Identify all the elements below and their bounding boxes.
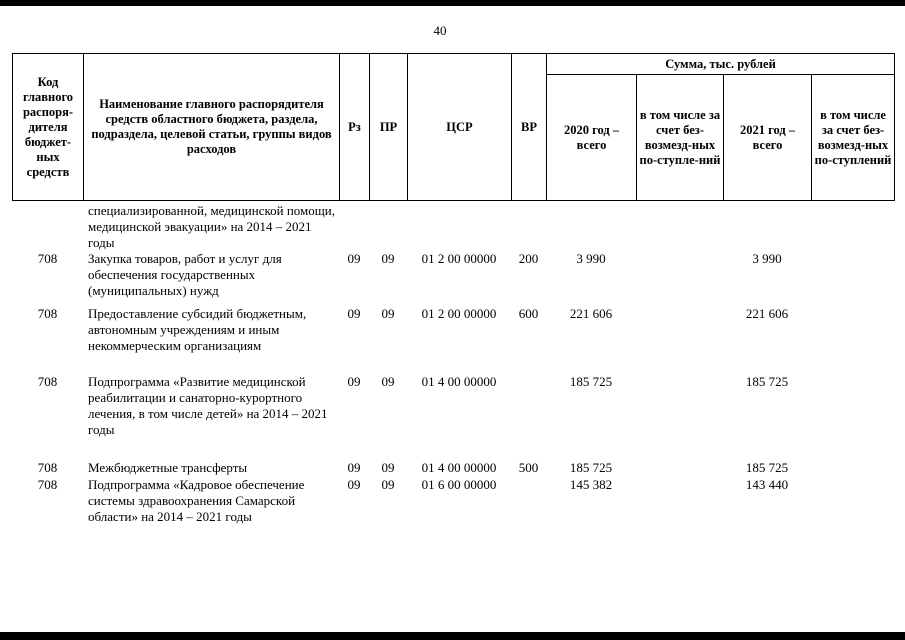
table-body (12, 203, 884, 545)
cell-vr (511, 203, 546, 251)
cell-2021-total: 3 990 (752, 251, 782, 266)
header-vr: ВР (512, 54, 547, 201)
cell-2021-grants (811, 203, 894, 251)
cell-name: Подпрограмма «Кадровое обеспечение системы здравоохранения Самарской области» на 2014 – 2021 годы (88, 477, 305, 524)
table-row (12, 477, 884, 545)
cell-code: 708 (37, 306, 58, 321)
cell-vr (511, 374, 546, 460)
cell-csr: 01 2 00 00000 (421, 306, 497, 321)
cell-vr (511, 477, 546, 545)
cell-name: специализированной, медицинской помощи, медицинской эвакуации» на 2014 – 2021 годы (88, 203, 335, 250)
header-csr: ЦСР (408, 54, 512, 201)
table-row (12, 374, 884, 460)
cell-2020-grants (636, 203, 723, 251)
cell-2021-total: 185 725 (745, 460, 789, 475)
table-row (12, 203, 884, 251)
cell-rz: 09 (347, 477, 361, 492)
cell-csr: 01 4 00 00000 (421, 374, 497, 389)
header-2021-total: 2021 год – всего (724, 75, 812, 201)
cell-2020-total: 3 990 (576, 251, 606, 266)
cell-2021-total: 221 606 (745, 306, 789, 321)
cell-pr: 09 (381, 251, 395, 266)
cell-rz: 09 (347, 374, 361, 389)
cell-code (12, 203, 83, 251)
cell-pr (369, 203, 407, 251)
cell-2020-grants (636, 306, 723, 374)
header-sum: Сумма, тыс. рублей (547, 54, 895, 75)
cell-rz: 09 (347, 306, 361, 321)
cell-2021-grants (811, 374, 894, 460)
top-border (0, 0, 905, 6)
cell-name: Закупка товаров, работ и услуг для обеспечения государственных (муниципальных) нужд (88, 251, 282, 298)
cell-rz: 09 (347, 251, 361, 266)
header-code: Код главного распоря-дителя бюджет-ных средств (13, 54, 84, 201)
table-row (12, 251, 884, 306)
header-2020-grants: в том числе за счет без-возмезд-ных по-ступле-ний (637, 75, 724, 201)
cell-code: 708 (37, 374, 58, 389)
bottom-border (0, 632, 905, 640)
cell-code: 708 (37, 251, 58, 266)
cell-name: Подпрограмма «Развитие медицинской реабилитации и санаторно-курортного лечения, в том числе детей» на 2014 – 2021 годы (88, 374, 328, 437)
header-rz: Рз (340, 54, 370, 201)
cell-pr: 09 (381, 477, 395, 492)
cell-name: Предоставление субсидий бюджетным, автономным учреждениям и иным некоммерческим организациям (88, 306, 307, 353)
table-row (12, 306, 884, 374)
cell-2021-grants (811, 251, 894, 306)
cell-2021-grants (811, 477, 894, 545)
cell-2021-total: 185 725 (745, 374, 789, 389)
cell-csr: 01 4 00 00000 (421, 460, 497, 475)
cell-2020-total: 145 382 (569, 477, 613, 492)
cell-2020-grants (636, 460, 723, 477)
cell-2021-total (723, 203, 811, 251)
cell-pr: 09 (381, 306, 395, 321)
cell-2020-total: 185 725 (569, 460, 613, 475)
cell-2020-grants (636, 477, 723, 545)
table-header (12, 53, 895, 201)
cell-code: 708 (37, 460, 58, 475)
cell-csr: 01 6 00 00000 (421, 477, 497, 492)
cell-2020-total: 221 606 (569, 306, 613, 321)
cell-2021-grants (811, 306, 894, 374)
cell-pr: 09 (381, 460, 395, 475)
cell-rz: 09 (347, 460, 361, 475)
header-2020-total: 2020 год – всего (547, 75, 637, 201)
header-name: Наименование главного распорядителя средств областного бюджета, раздела, подраздела, целевой статьи, группы видов расходов (84, 54, 340, 201)
cell-2020-total (546, 203, 636, 251)
cell-2020-total: 185 725 (569, 374, 613, 389)
cell-2020-grants (636, 374, 723, 460)
cell-rz (339, 203, 369, 251)
cell-name: Межбюджетные трансферты (88, 460, 248, 475)
cell-2021-total: 143 440 (745, 477, 789, 492)
cell-vr: 200 (518, 251, 539, 266)
cell-2021-grants (811, 460, 894, 477)
header-pr: ПР (370, 54, 408, 201)
cell-vr: 600 (518, 306, 539, 321)
cell-vr: 500 (518, 460, 539, 475)
cell-csr (407, 203, 511, 251)
page-number: 40 (433, 23, 447, 38)
cell-pr: 09 (381, 374, 395, 389)
cell-2020-grants (636, 251, 723, 306)
table-row (12, 460, 884, 477)
cell-code: 708 (37, 477, 58, 492)
cell-csr: 01 2 00 00000 (421, 251, 497, 266)
header-2021-grants: в том числе за счет без-возмезд-ных по-ступлений (812, 75, 895, 201)
